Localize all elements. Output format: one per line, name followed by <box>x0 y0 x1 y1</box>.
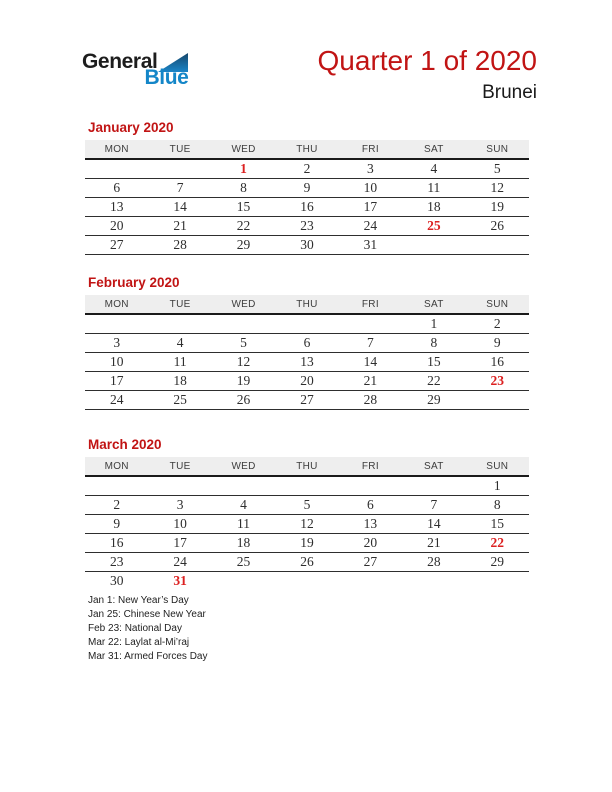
day-cell: 27 <box>339 553 402 572</box>
empty-cell <box>85 314 148 334</box>
day-cell: 20 <box>339 534 402 553</box>
day-cell: 25 <box>402 217 465 236</box>
weekday-header: FRI <box>339 140 402 159</box>
month-title: January 2020 <box>88 120 174 135</box>
day-cell: 23 <box>85 553 148 572</box>
page-title: Quarter 1 of 2020 <box>317 45 537 76</box>
logo-text-blue: Blue <box>144 66 189 90</box>
day-cell: 28 <box>402 553 465 572</box>
month-block <box>85 438 529 590</box>
day-cell: 8 <box>402 334 465 353</box>
day-cell: 20 <box>85 217 148 236</box>
day-cell: 20 <box>275 372 338 391</box>
empty-cell <box>402 476 465 496</box>
day-cell: 7 <box>148 179 211 198</box>
weekday-header: SUN <box>466 140 529 159</box>
day-cell: 18 <box>212 534 275 553</box>
empty-cell <box>275 572 338 591</box>
weekday-header: TUE <box>148 295 211 314</box>
day-cell: 28 <box>339 391 402 410</box>
week-row <box>85 553 529 572</box>
empty-cell <box>148 159 211 179</box>
empty-cell <box>212 314 275 334</box>
weekday-header: WED <box>212 457 275 476</box>
day-cell: 10 <box>148 515 211 534</box>
week-row <box>85 353 529 372</box>
weekday-header: TUE <box>148 140 211 159</box>
month-table <box>85 457 529 590</box>
day-cell: 16 <box>275 198 338 217</box>
day-cell: 18 <box>402 198 465 217</box>
day-cell: 8 <box>466 496 529 515</box>
week-row <box>85 372 529 391</box>
day-cell: 19 <box>212 372 275 391</box>
day-cell: 15 <box>212 198 275 217</box>
day-cell: 8 <box>212 179 275 198</box>
day-cell: 3 <box>85 334 148 353</box>
day-cell: 12 <box>212 353 275 372</box>
day-cell: 12 <box>275 515 338 534</box>
month-block <box>85 276 529 410</box>
week-row <box>85 198 529 217</box>
weekday-header: MON <box>85 295 148 314</box>
weekday-header: FRI <box>339 295 402 314</box>
empty-cell <box>402 236 465 255</box>
empty-cell <box>339 476 402 496</box>
day-cell: 21 <box>402 534 465 553</box>
week-row <box>85 534 529 553</box>
empty-cell <box>466 572 529 591</box>
day-cell: 19 <box>275 534 338 553</box>
day-cell: 1 <box>402 314 465 334</box>
day-cell: 5 <box>275 496 338 515</box>
month-table <box>85 140 529 255</box>
day-cell: 17 <box>339 198 402 217</box>
day-cell: 2 <box>85 496 148 515</box>
day-cell: 16 <box>85 534 148 553</box>
week-row <box>85 334 529 353</box>
day-cell: 14 <box>402 515 465 534</box>
legend-item: Feb 23: National Day <box>88 623 182 634</box>
day-cell: 25 <box>148 391 211 410</box>
month-title: February 2020 <box>88 275 180 290</box>
title-block <box>318 46 537 104</box>
month-block <box>85 121 529 255</box>
day-cell: 29 <box>402 391 465 410</box>
weekday-header: MON <box>85 457 148 476</box>
week-row <box>85 515 529 534</box>
day-cell: 6 <box>275 334 338 353</box>
legend-item: Jan 25: Chinese New Year <box>88 609 206 620</box>
day-cell: 7 <box>339 334 402 353</box>
day-cell: 22 <box>402 372 465 391</box>
day-cell: 24 <box>85 391 148 410</box>
day-cell: 22 <box>212 217 275 236</box>
day-cell: 5 <box>466 159 529 179</box>
day-cell: 27 <box>85 236 148 255</box>
day-cell: 26 <box>212 391 275 410</box>
day-cell: 17 <box>85 372 148 391</box>
month-title: March 2020 <box>88 437 162 452</box>
day-cell: 17 <box>148 534 211 553</box>
day-cell: 4 <box>402 159 465 179</box>
day-cell: 10 <box>85 353 148 372</box>
day-cell: 16 <box>466 353 529 372</box>
day-cell: 3 <box>148 496 211 515</box>
empty-cell <box>402 572 465 591</box>
day-cell: 6 <box>85 179 148 198</box>
weekday-header: TUE <box>148 457 211 476</box>
empty-cell <box>148 476 211 496</box>
day-cell: 29 <box>466 553 529 572</box>
legend-item: Mar 22: Laylat al-Mi’raj <box>88 637 190 648</box>
day-cell: 31 <box>173 573 187 588</box>
day-cell: 22 <box>466 534 529 553</box>
day-cell: 4 <box>148 334 211 353</box>
day-cell: 13 <box>339 515 402 534</box>
day-cell: 9 <box>85 515 148 534</box>
day-cell: 18 <box>148 372 211 391</box>
day-cell: 30 <box>109 573 124 588</box>
week-row <box>85 476 529 496</box>
day-cell: 13 <box>275 353 338 372</box>
holiday-legend <box>88 594 207 664</box>
day-cell: 9 <box>466 334 529 353</box>
week-row <box>85 217 529 236</box>
day-cell: 15 <box>402 353 465 372</box>
day-cell: 9 <box>275 179 338 198</box>
week-row <box>85 496 529 515</box>
day-cell: 14 <box>339 353 402 372</box>
day-cell: 11 <box>402 179 465 198</box>
day-cell: 26 <box>275 553 338 572</box>
day-cell: 27 <box>275 391 338 410</box>
week-row <box>85 159 529 179</box>
weekday-header: THU <box>275 457 338 476</box>
logo-text-general: General <box>82 50 158 73</box>
legend-item: Mar 31: Armed Forces Day <box>88 651 208 662</box>
day-cell: 6 <box>339 496 402 515</box>
empty-cell <box>85 159 148 179</box>
day-cell: 21 <box>339 372 402 391</box>
day-cell: 11 <box>148 353 211 372</box>
weekday-header: THU <box>275 295 338 314</box>
day-cell: 2 <box>275 159 338 179</box>
week-row <box>85 572 529 591</box>
day-cell: 13 <box>85 198 148 217</box>
weekday-header: SUN <box>466 295 529 314</box>
day-cell: 24 <box>339 217 402 236</box>
day-cell: 10 <box>339 179 402 198</box>
empty-cell <box>85 476 148 496</box>
day-cell: 1 <box>466 476 529 496</box>
weekday-header: WED <box>212 140 275 159</box>
day-cell: 14 <box>148 198 211 217</box>
empty-cell <box>275 476 338 496</box>
legend-item: Jan 1: New Year’s Day <box>88 595 189 606</box>
week-row <box>85 391 529 410</box>
day-cell: 19 <box>466 198 529 217</box>
weekday-header: SAT <box>402 457 465 476</box>
day-cell: 29 <box>212 236 275 255</box>
day-cell: 28 <box>148 236 211 255</box>
day-cell: 26 <box>466 217 529 236</box>
weekday-header: SAT <box>402 140 465 159</box>
logo <box>82 50 188 89</box>
day-cell: 1 <box>212 159 275 179</box>
day-cell: 15 <box>466 515 529 534</box>
weekday-header: THU <box>275 140 338 159</box>
day-cell: 12 <box>466 179 529 198</box>
empty-cell <box>148 314 211 334</box>
empty-cell <box>466 391 529 410</box>
week-row <box>85 179 529 198</box>
empty-cell <box>339 314 402 334</box>
week-row <box>85 314 529 334</box>
day-cell: 3 <box>339 159 402 179</box>
weekday-header: FRI <box>339 457 402 476</box>
day-cell: 30 <box>275 236 338 255</box>
empty-cell <box>212 572 275 591</box>
weekday-header: SUN <box>466 457 529 476</box>
weekday-header: WED <box>212 295 275 314</box>
weekday-header: SAT <box>402 295 465 314</box>
weekday-header: MON <box>85 140 148 159</box>
day-cell: 31 <box>339 236 402 255</box>
empty-cell <box>212 476 275 496</box>
empty-cell <box>466 236 529 255</box>
day-cell: 25 <box>212 553 275 572</box>
page-subtitle: Brunei <box>482 82 537 104</box>
empty-cell <box>339 572 402 591</box>
empty-cell <box>275 314 338 334</box>
day-cell: 23 <box>466 372 529 391</box>
day-cell: 5 <box>212 334 275 353</box>
day-cell: 2 <box>466 314 529 334</box>
day-cell: 21 <box>148 217 211 236</box>
day-cell: 4 <box>212 496 275 515</box>
day-cell: 7 <box>402 496 465 515</box>
month-table <box>85 295 529 410</box>
day-cell: 23 <box>275 217 338 236</box>
day-cell: 11 <box>212 515 275 534</box>
week-row <box>85 236 529 255</box>
day-cell: 24 <box>148 553 211 572</box>
